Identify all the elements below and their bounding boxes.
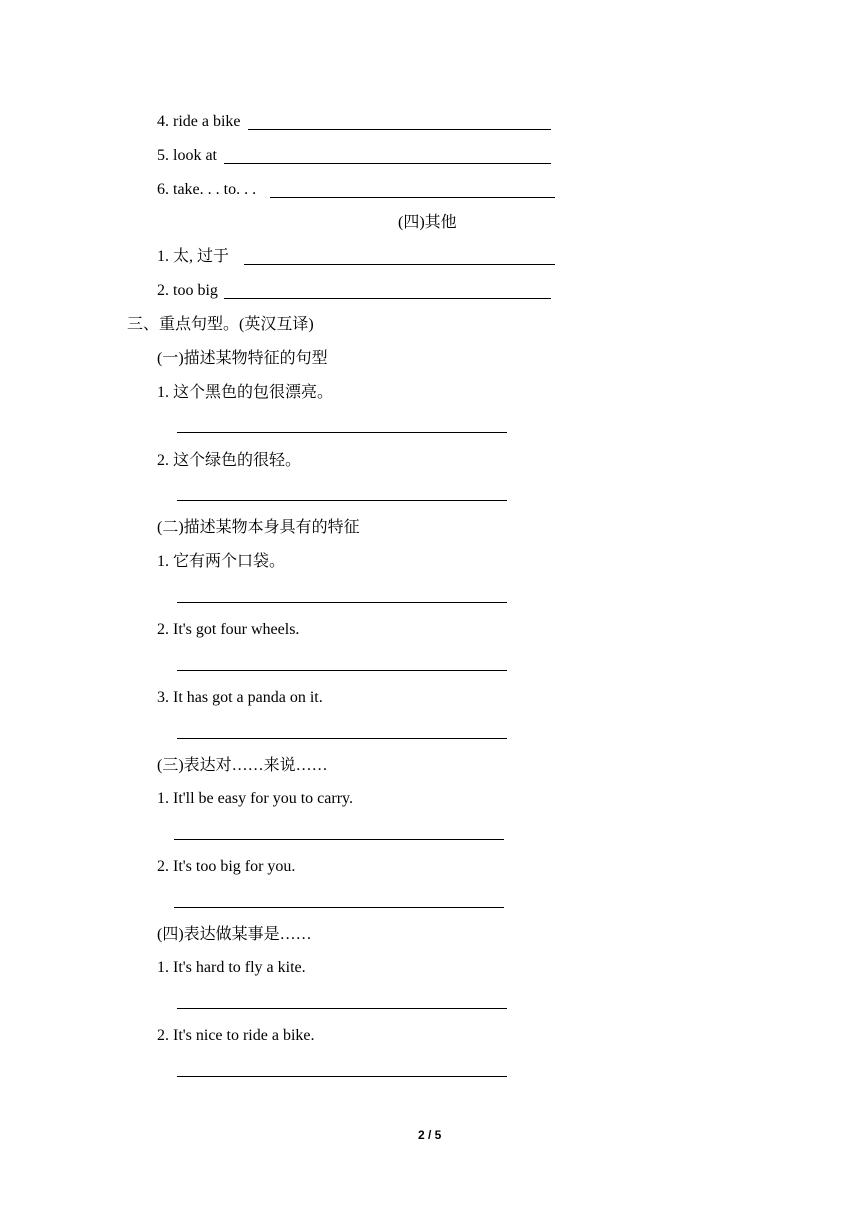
sentence-item: 2. It's got four wheels. bbox=[157, 621, 300, 638]
answer-line[interactable] bbox=[177, 1008, 507, 1009]
answer-line[interactable] bbox=[174, 839, 504, 840]
sentence-item: 2. It's too big for you. bbox=[157, 858, 296, 875]
page-number: 2 / 5 bbox=[418, 1128, 442, 1142]
section-heading-other: (四)其他 bbox=[398, 214, 457, 231]
answer-line[interactable] bbox=[177, 738, 507, 739]
other-item-2: 2. too big bbox=[157, 282, 218, 299]
group-heading: (三)表达对……来说…… bbox=[157, 757, 328, 774]
answer-line[interactable] bbox=[177, 500, 507, 501]
sentence-item: 2. It's nice to ride a bike. bbox=[157, 1027, 315, 1044]
vocab-item-5: 5. look at bbox=[157, 147, 217, 164]
answer-line[interactable] bbox=[177, 670, 507, 671]
answer-line[interactable] bbox=[174, 907, 504, 908]
sentence-item: 1. 它有两个口袋。 bbox=[157, 553, 286, 570]
vocab-item-6: 6. take. . . to. . . bbox=[157, 181, 257, 198]
answer-line[interactable] bbox=[224, 163, 551, 164]
sentence-item: 3. It has got a panda on it. bbox=[157, 689, 323, 706]
group-heading: (四)表达做某事是…… bbox=[157, 926, 312, 943]
answer-line[interactable] bbox=[177, 432, 507, 433]
sentence-item: 1. It'll be easy for you to carry. bbox=[157, 790, 353, 807]
sentence-item: 1. It's hard to fly a kite. bbox=[157, 959, 306, 976]
answer-line[interactable] bbox=[177, 602, 507, 603]
vocab-item-4: 4. ride a bike bbox=[157, 113, 241, 130]
group-heading: (二)描述某物本身具有的特征 bbox=[157, 519, 360, 536]
group-heading: (一)描述某物特征的句型 bbox=[157, 350, 328, 367]
answer-line[interactable] bbox=[248, 129, 551, 130]
section-heading-three: 三、重点句型。(英汉互译) bbox=[127, 316, 314, 333]
answer-line[interactable] bbox=[270, 197, 555, 198]
other-item-1: 1. 太, 过于 bbox=[157, 248, 230, 265]
answer-line[interactable] bbox=[224, 298, 551, 299]
answer-line[interactable] bbox=[177, 1076, 507, 1077]
answer-line[interactable] bbox=[244, 264, 555, 265]
sentence-item: 1. 这个黑色的包很漂亮。 bbox=[157, 384, 334, 401]
sentence-item: 2. 这个绿色的很轻。 bbox=[157, 452, 302, 469]
